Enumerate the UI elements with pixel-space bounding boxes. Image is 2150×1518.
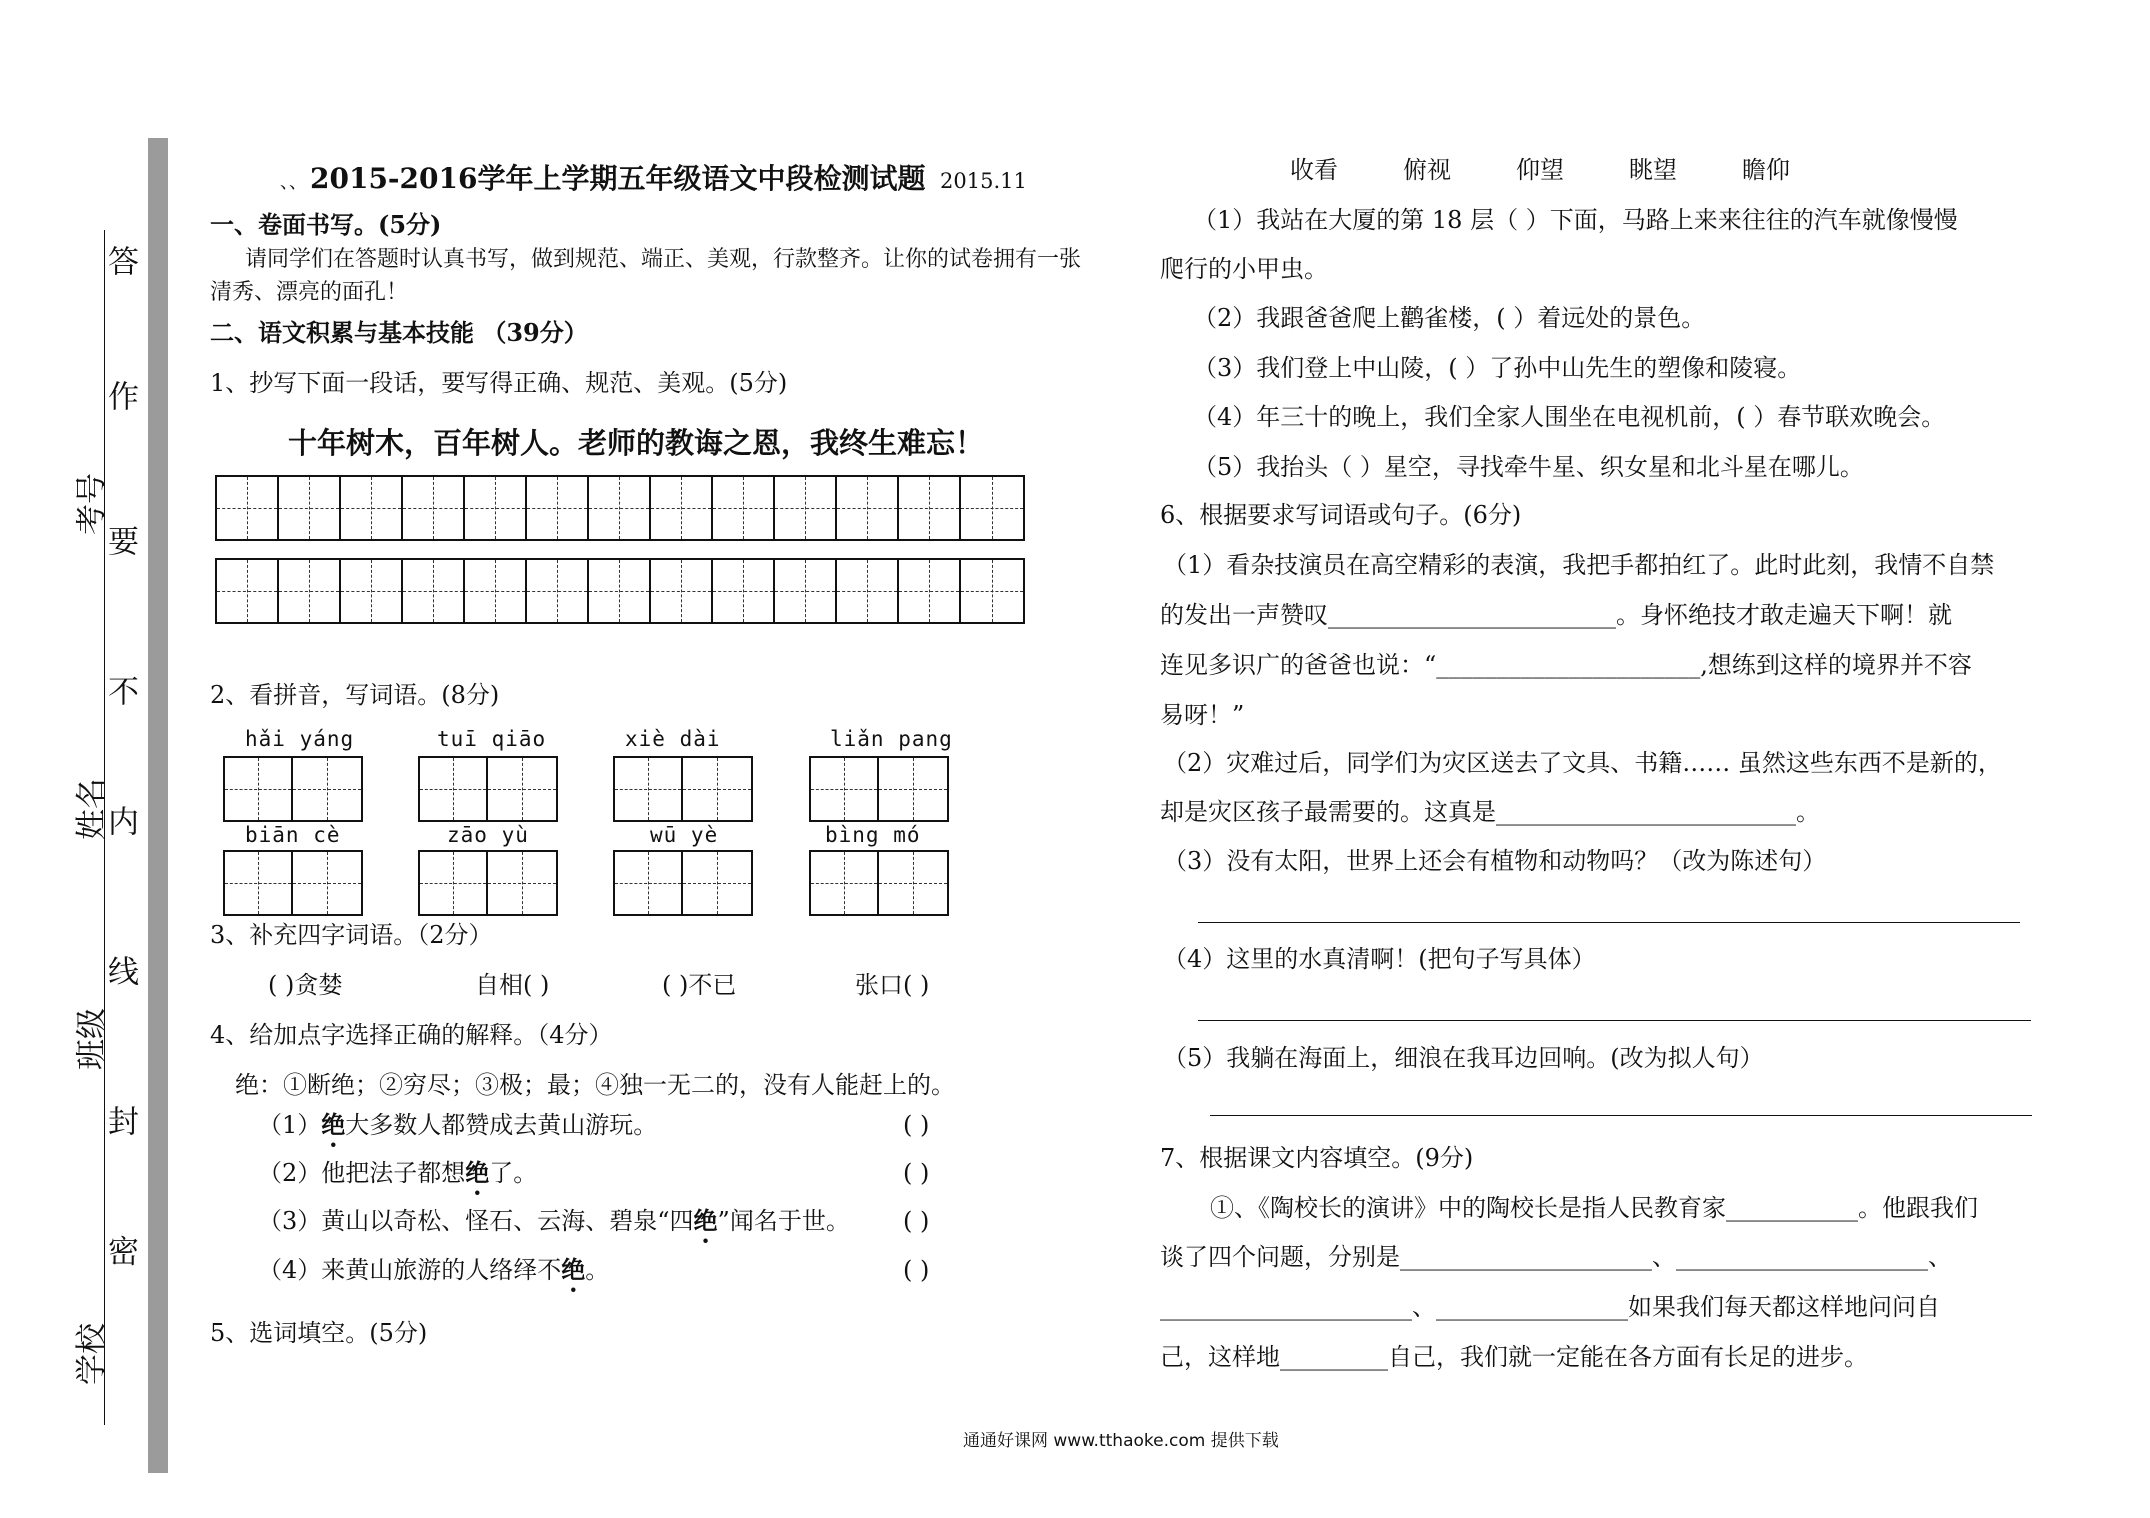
q5-item-2: （2）我跟爸爸爬上鹳雀楼，( ）着远处的景色。	[1193, 304, 1706, 332]
q6-line-7: （3）没有太阳，世界上还会有植物和动物吗？（改为陈述句）	[1163, 847, 1827, 875]
section-1-text-1: 请同学们在答题时认真书写，做到规范、端正、美观，行款整齐。让你的试卷拥有一张	[245, 247, 1082, 272]
copy-grid-row-2[interactable]	[215, 558, 1025, 624]
q4-item-3: （3）黄山以奇松、怪石、云海、碧泉“四绝”闻名于世。	[258, 1206, 850, 1235]
q7-line-2: 谈了四个问题，分别是_____________________、_____________________、	[1160, 1243, 1952, 1271]
idiom-2[interactable]: 自相( )	[475, 971, 550, 999]
word-bank-1: 收看	[1290, 156, 1338, 184]
q6-line-1: （1）看杂技演员在高空精彩的表演，我把手都拍红了。此时此刻，我情不自禁	[1163, 551, 1995, 579]
q6-line-2: 的发出一声赞叹________________________。身怀绝技才敢走遍天下啊！就	[1160, 601, 1952, 629]
pinyin-box-5[interactable]	[223, 850, 363, 916]
pinyin-box-4[interactable]	[809, 756, 949, 822]
section-1-text-2: 清秀、漂亮的面孔！	[210, 280, 409, 305]
q6-line-6: 却是灾区孩子最需要的。这真是_________________________。	[1160, 798, 1820, 826]
copy-grid-row-1[interactable]	[215, 475, 1025, 541]
idiom-1[interactable]: ( )贪婪	[268, 971, 343, 999]
q7-line-4: 己，这样地_________自己，我们就一定能在各方面有长足的进步。	[1160, 1343, 1868, 1371]
word-bank-5: 瞻仰	[1742, 156, 1790, 184]
seal-char-2: 作	[102, 380, 138, 411]
seal-char-7: 封	[102, 1105, 138, 1136]
seal-char-3: 要	[102, 525, 138, 556]
pinyin-8: bìng mó	[825, 823, 921, 847]
question-3: 3、补充四字词语。（2分）	[210, 921, 493, 949]
question-7: 7、根据课文内容填空。(9分)	[1160, 1144, 1474, 1172]
word-bank-3: 仰望	[1516, 156, 1564, 184]
header-prefix: 、、	[280, 172, 307, 193]
q6-line-8: （4）这里的水真清啊！(把句子写具体）	[1163, 945, 1596, 973]
idiom-3[interactable]: ( )不已	[662, 971, 737, 999]
seal-char-1: 答	[102, 245, 138, 276]
footer-credit: 通通好课网 www.tthaoke.com 提供下载	[963, 1431, 1279, 1451]
section-1-heading: 一、卷面书写。(5分)	[210, 210, 442, 239]
q7-line-3: _____________________、________________如果我们每天都这样地问问自	[1160, 1293, 1940, 1321]
pinyin-1: hǎi yáng	[245, 727, 355, 751]
q5-item-1b: 爬行的小甲虫。	[1160, 255, 1328, 283]
seal-char-8: 密	[102, 1235, 138, 1266]
pinyin-box-6[interactable]	[418, 850, 558, 916]
q6-answer-line-4[interactable]	[1198, 1020, 2031, 1021]
word-bank-4: 眺望	[1629, 156, 1677, 184]
q6-answer-line-3[interactable]	[1198, 922, 2020, 923]
q5-item-1a: （1）我站在大厦的第 18 层（ ）下面，马路上来来往往的汽车就像慢慢	[1193, 206, 1958, 234]
seal-char-4: 不	[102, 675, 138, 706]
jue-definitions: 绝：①断绝；②穷尽；③极；最；④独一无二的，没有人能赶上的。	[235, 1071, 955, 1099]
q6-line-3: 连见多识广的爸爸也说：“______________________,想练到这样的境界并不容	[1160, 651, 1972, 679]
q4-answer-4[interactable]: ( )	[903, 1256, 930, 1284]
pinyin-4: liǎn pang	[830, 727, 953, 751]
q5-item-4: （4）年三十的晚上，我们全家人围坐在电视机前，( ）春节联欢晚会。	[1193, 403, 1946, 431]
section-2-heading: 二、语文积累与基本技能 （39分）	[210, 318, 588, 347]
question-5: 5、选词填空。(5分)	[210, 1319, 428, 1347]
question-6: 6、根据要求写词语或句子。(6分)	[1160, 501, 1522, 529]
q5-item-5: （5）我抬头（ ）星空，寻找牵牛星、织女星和北斗星在哪儿。	[1193, 453, 1864, 481]
q4-item-1: （1）绝大多数人都赞成去黄山游玩。	[258, 1110, 658, 1139]
q7-line-1: ①、《陶校长的演讲》中的陶校长是指人民教育家___________。他跟我们	[1210, 1194, 1978, 1222]
q4-answer-1[interactable]: ( )	[903, 1111, 930, 1139]
exam-title: 2015-2016学年上学期五年级语文中段检测试题	[310, 162, 926, 195]
q5-item-3: （3）我们登上中山陵，( ）了孙中山先生的塑像和陵寝。	[1193, 354, 1802, 382]
q4-item-4: （4）来黄山旅游的人络绎不绝。	[258, 1255, 610, 1284]
pinyin-box-3[interactable]	[613, 756, 753, 822]
question-2: 2、看拼音，写词语。(8分)	[210, 681, 500, 709]
seal-char-5: 内	[102, 805, 138, 836]
pinyin-2: tuī qiāo	[437, 727, 547, 751]
q6-line-5: （2）灾难过后，同学们为灾区送去了文具、书籍…… 虽然这些东西不是新的，	[1163, 749, 2002, 777]
idiom-4[interactable]: 张口( )	[855, 971, 930, 999]
pinyin-6: zāo yù	[447, 823, 529, 847]
word-bank-2: 俯视	[1403, 156, 1451, 184]
exam-date: 2015.11	[940, 169, 1027, 193]
name-label: 姓名	[74, 778, 110, 840]
copy-motto: 十年树木，百年树人。老师的教诲之恩，我终生难忘！	[288, 426, 985, 460]
pinyin-7: wū yè	[650, 823, 719, 847]
q6-line-4: 易呀！”	[1160, 701, 1245, 729]
pinyin-box-1[interactable]	[223, 756, 363, 822]
binding-gutter-bar	[148, 138, 168, 1473]
school-label: 学校	[74, 1323, 110, 1385]
exam-number-label: 考号	[74, 473, 110, 535]
q4-item-2: （2）他把法子都想绝了。	[258, 1158, 538, 1187]
pinyin-box-8[interactable]	[809, 850, 949, 916]
question-1: 1、抄写下面一段话，要写得正确、规范、美观。(5分)	[210, 369, 788, 397]
pinyin-5: biān cè	[245, 823, 341, 847]
q4-answer-2[interactable]: ( )	[903, 1159, 930, 1187]
seal-char-6: 线	[102, 955, 138, 986]
q6-answer-line-5[interactable]	[1210, 1115, 2032, 1116]
question-4: 4、给加点字选择正确的解释。（4分）	[210, 1021, 613, 1049]
q4-answer-3[interactable]: ( )	[903, 1207, 930, 1235]
q6-line-9: （5）我躺在海面上，细浪在我耳边回响。(改为拟人句）	[1163, 1044, 1764, 1072]
class-label: 班级	[74, 1008, 110, 1070]
pinyin-box-2[interactable]	[418, 756, 558, 822]
pinyin-box-7[interactable]	[613, 850, 753, 916]
pinyin-3: xiè dài	[625, 727, 721, 751]
